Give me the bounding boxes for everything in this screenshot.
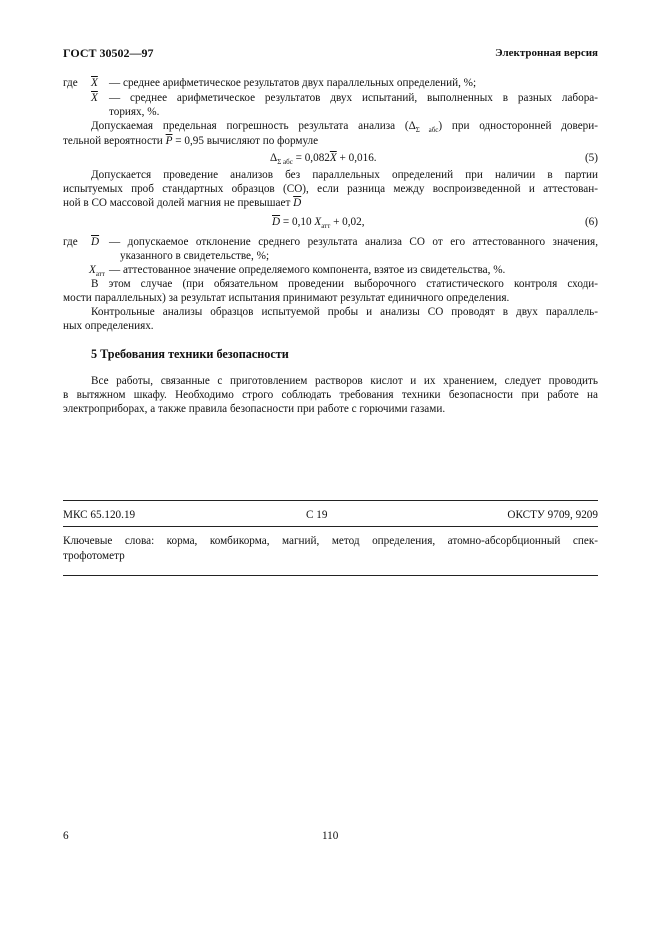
formula6-rest: + 0,02,	[330, 216, 365, 228]
page-number: 6	[63, 830, 69, 842]
where-label: где	[63, 77, 78, 89]
definition-d-line2: указанного в свидетельстве, %;	[120, 250, 270, 262]
no-parallel-text: ной в СО массовой долей магния не превышает	[63, 197, 294, 209]
symbol-x-double-mean: $\overline{X}$	[91, 92, 98, 104]
sheet-number: 110	[322, 830, 339, 842]
formula5-subscript: Σ абс	[277, 158, 293, 167]
definition-x-mean: — среднее арифметическое результатов двух параллельных определений, %;	[109, 77, 477, 89]
symbol-d: $\overline{D}$	[293, 197, 302, 209]
formula6-d: $\overline{D}$	[272, 216, 281, 228]
document-number: ГОСТ 30502—97	[63, 46, 154, 60]
probability-symbol: $\overline{P}$	[165, 135, 173, 147]
x-att-subscript: атт	[95, 270, 105, 279]
paragraph-case-line2: мости параллельных) за результат испытания принимают результат единичного определения.	[63, 292, 510, 304]
prob-text-a: тельной вероятности	[63, 135, 166, 147]
section-5-line3: электроприборах, а также правила безопасности при работе с горючими газами.	[63, 403, 446, 415]
keywords-line2: трофотометр	[63, 550, 125, 562]
symbol-x-mean: $\overline{X}$	[91, 77, 98, 89]
where-label-2: где	[63, 236, 78, 248]
section-5-line2: в вытяжном шкафу. Необходимо строго соблюдать требования техники безопасности при работе на	[63, 389, 598, 401]
definition-x-double-mean-line2: ториях, %.	[109, 106, 160, 118]
formula5-rest: + 0,016.	[336, 152, 377, 164]
paragraph-case-line1: В этом случае (при обязательном проведении выборочного статистического контроля сходи-	[91, 278, 598, 290]
symbol-x-att	[89, 263, 105, 278]
paragraph-no-parallel-line2: испытуемых проб стандартных образцов (СО), если разница между воспроизведенной и аттестован-	[63, 183, 598, 195]
symbol-d-def: $\overline{D}$	[91, 236, 100, 248]
mks-code: МКС 65.120.19	[63, 509, 136, 521]
classification-group: С 19	[306, 509, 328, 521]
divider-bottom	[63, 575, 598, 576]
formula5-x: $\overline{X}$	[329, 152, 337, 164]
prob-text-b: = 0,95 вычисляют по формуле	[172, 135, 319, 147]
delta-symbol: Δ	[270, 152, 278, 164]
divider-top	[63, 500, 598, 501]
definition-x-double-mean-line1: — среднее арифметическое результатов двух испытаний, выполненных в разных лабора-	[109, 92, 598, 104]
formula5-eq: = 0,082	[292, 152, 330, 164]
section-5-line1: Все работы, связанные с приготовлением растворов кислот и их хранением, следует проводить	[91, 375, 598, 387]
formula6-x: X	[314, 216, 322, 228]
paragraph-error-line1	[91, 119, 598, 134]
formula6-eq: = 0,10	[280, 216, 315, 228]
okstu-code: ОКСТУ 9709, 9209	[507, 509, 598, 521]
error-text-a: Допускаемая предельная погрешность результата анализа (Δ	[91, 120, 416, 132]
paragraph-no-parallel-line3	[63, 196, 301, 211]
formula-5-number: (5)	[584, 152, 598, 164]
definition-x-att: — аттестованное значение определяемого компонента, взятое из свидетельства, %.	[109, 264, 506, 276]
keywords-line1: Ключевые слова: корма, комбикорма, магний, метод определения, атомно-абсорбционный спек-	[63, 535, 598, 547]
formula-6-number: (6)	[584, 216, 598, 228]
edition-label: Электронная версия	[495, 47, 598, 59]
error-subscript: Σ абс	[415, 126, 439, 135]
x-att-letter: X	[89, 264, 96, 276]
paragraph-control-line2: ных определениях.	[63, 320, 154, 332]
section-5-title: 5 Требования техники безопасности	[91, 347, 289, 361]
paragraph-control-line1: Контрольные анализы образцов испытуемой пробы и анализы СО проводят в двух параллель-	[91, 306, 598, 318]
formula-6	[272, 215, 365, 230]
formula6-subscript: атт	[321, 222, 331, 231]
paragraph-error-line2	[63, 134, 318, 149]
paragraph-no-parallel-line1: Допускается проведение анализов без параллельных определений при наличии в партии	[91, 169, 598, 181]
formula-5	[270, 151, 377, 166]
definition-d-line1: — допускаемое отклонение среднего результата анализа СО от его аттестованного значения,	[109, 236, 598, 248]
error-text-b: ) при односторонней довери-	[438, 120, 598, 132]
divider-middle	[63, 526, 598, 527]
